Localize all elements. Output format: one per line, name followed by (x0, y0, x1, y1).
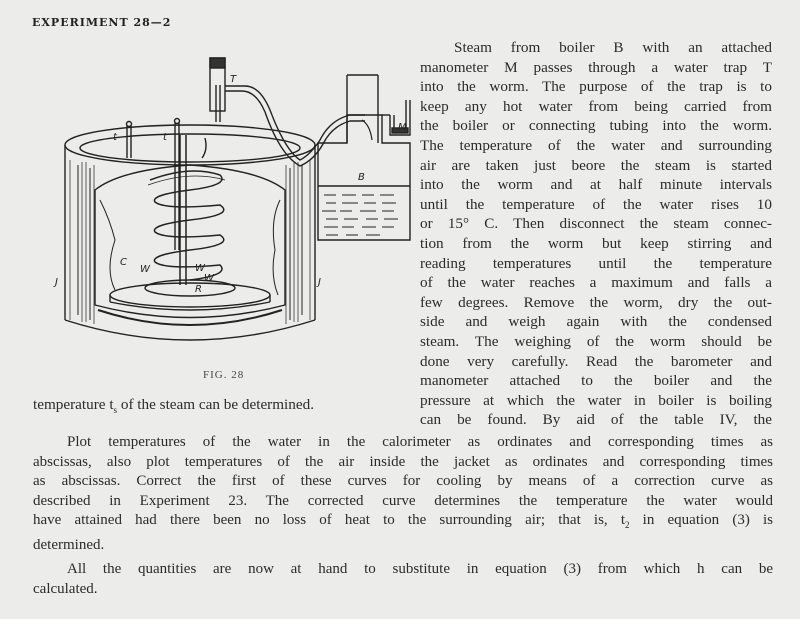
calorimeter-vessel (95, 165, 285, 325)
text-line: done very carefully. Read the barometer and (420, 352, 772, 370)
stirring-ring (110, 280, 270, 310)
continuation-post: of the steam can be determined. (117, 396, 314, 413)
text-line: as abscissas. Correct the first of these curves for cooling by means of a correction curve as (33, 473, 773, 489)
text-line: manometer M passes through a water trap T (420, 58, 772, 76)
text-line: until the temperature of the water rises 10 (420, 195, 772, 213)
calorimeter-figure (20, 40, 420, 380)
text-line: the boiler or connecting tubing into the worm. (420, 117, 772, 135)
thermometer-right (175, 119, 180, 251)
label-worm-2: W (195, 263, 205, 274)
text-line: into the worm. The purpose of the trap is to (420, 78, 772, 96)
side-paragraph-continuation (33, 396, 314, 415)
text-line: or 15° C. Then disconnect the steam connec- (420, 215, 772, 233)
label-ring: R (195, 284, 202, 295)
jacket-cylinder (65, 125, 315, 340)
text-line: pressure at which the water in boiler is boiling (420, 391, 772, 409)
text-line: steam. The weighing of the worm should be (420, 332, 772, 350)
subscript-s: s (113, 405, 118, 416)
line5-pre: have attained had there been no loss of heat to the surrounding air; that is, t (33, 512, 625, 528)
subscript-2: 2 (625, 520, 630, 530)
text-line: Steam from boiler B with an attached (454, 39, 772, 56)
label-t1: t (113, 132, 117, 143)
text-line: side and weigh again with the condensed (420, 313, 772, 331)
label-t2: t (163, 132, 167, 143)
paragraph-conclusion (33, 560, 773, 599)
text-line: calculated. (33, 580, 98, 597)
text-line: abscissas, also plot temperatures of the air inside the jacket as ordinates and corresponding times (33, 453, 773, 470)
thermometer-left (127, 122, 132, 159)
text-line: can be found. By aid of the table IV, the (420, 411, 772, 429)
continuation-pre: temperature t (33, 396, 114, 413)
label-worm-3: W (204, 273, 214, 284)
label-trap: T (230, 74, 237, 85)
text-line: few degrees. Remove the worm, dry the out- (420, 293, 772, 311)
text-line: reading temperatures until the temperature (420, 254, 772, 272)
text-line: The temperature of the water and surrounding (420, 136, 772, 154)
text-line: All the quantities are now at hand to substitute in equation (3) from which h can be (67, 561, 773, 577)
text-line: tion from the worm but keep stirring and (420, 234, 772, 252)
steam-tube (225, 86, 365, 166)
figure-caption: FIG. 28 (203, 369, 245, 381)
label-worm-1: W (140, 264, 150, 275)
text-line (33, 511, 773, 536)
label-jacket-left: J (55, 277, 58, 288)
side-paragraph (420, 38, 772, 430)
text-line: keep any hot water from being carried from (420, 97, 772, 115)
label-jacket-right: J (318, 277, 321, 288)
text-line: determined. (33, 536, 105, 553)
worm-coil (148, 135, 225, 285)
page-header: EXPERIMENT 28—2 (32, 16, 172, 29)
label-boiler: B (358, 172, 365, 183)
text-line: of the water reaches a maximum and falls a (420, 274, 772, 292)
text-line: described in Experiment 23. The corrected curve determines the temperature the water would (33, 492, 773, 509)
text-line: air are taken just beore the steam is started (420, 156, 772, 174)
line5-post: in equation (3) is (629, 512, 773, 528)
label-calorimeter: C (120, 257, 127, 268)
boiler (318, 75, 410, 240)
text-line: manometer attached to the boiler and the (420, 372, 772, 390)
text-line: Plot temperatures of the water in the calorimeter as ordinates and corresponding times as (67, 434, 773, 450)
paragraph-plot-instructions (33, 433, 773, 555)
label-manometer: M (398, 122, 407, 133)
water-trap (210, 58, 225, 122)
text-line: into the worm and at half minute intervals (420, 176, 772, 194)
